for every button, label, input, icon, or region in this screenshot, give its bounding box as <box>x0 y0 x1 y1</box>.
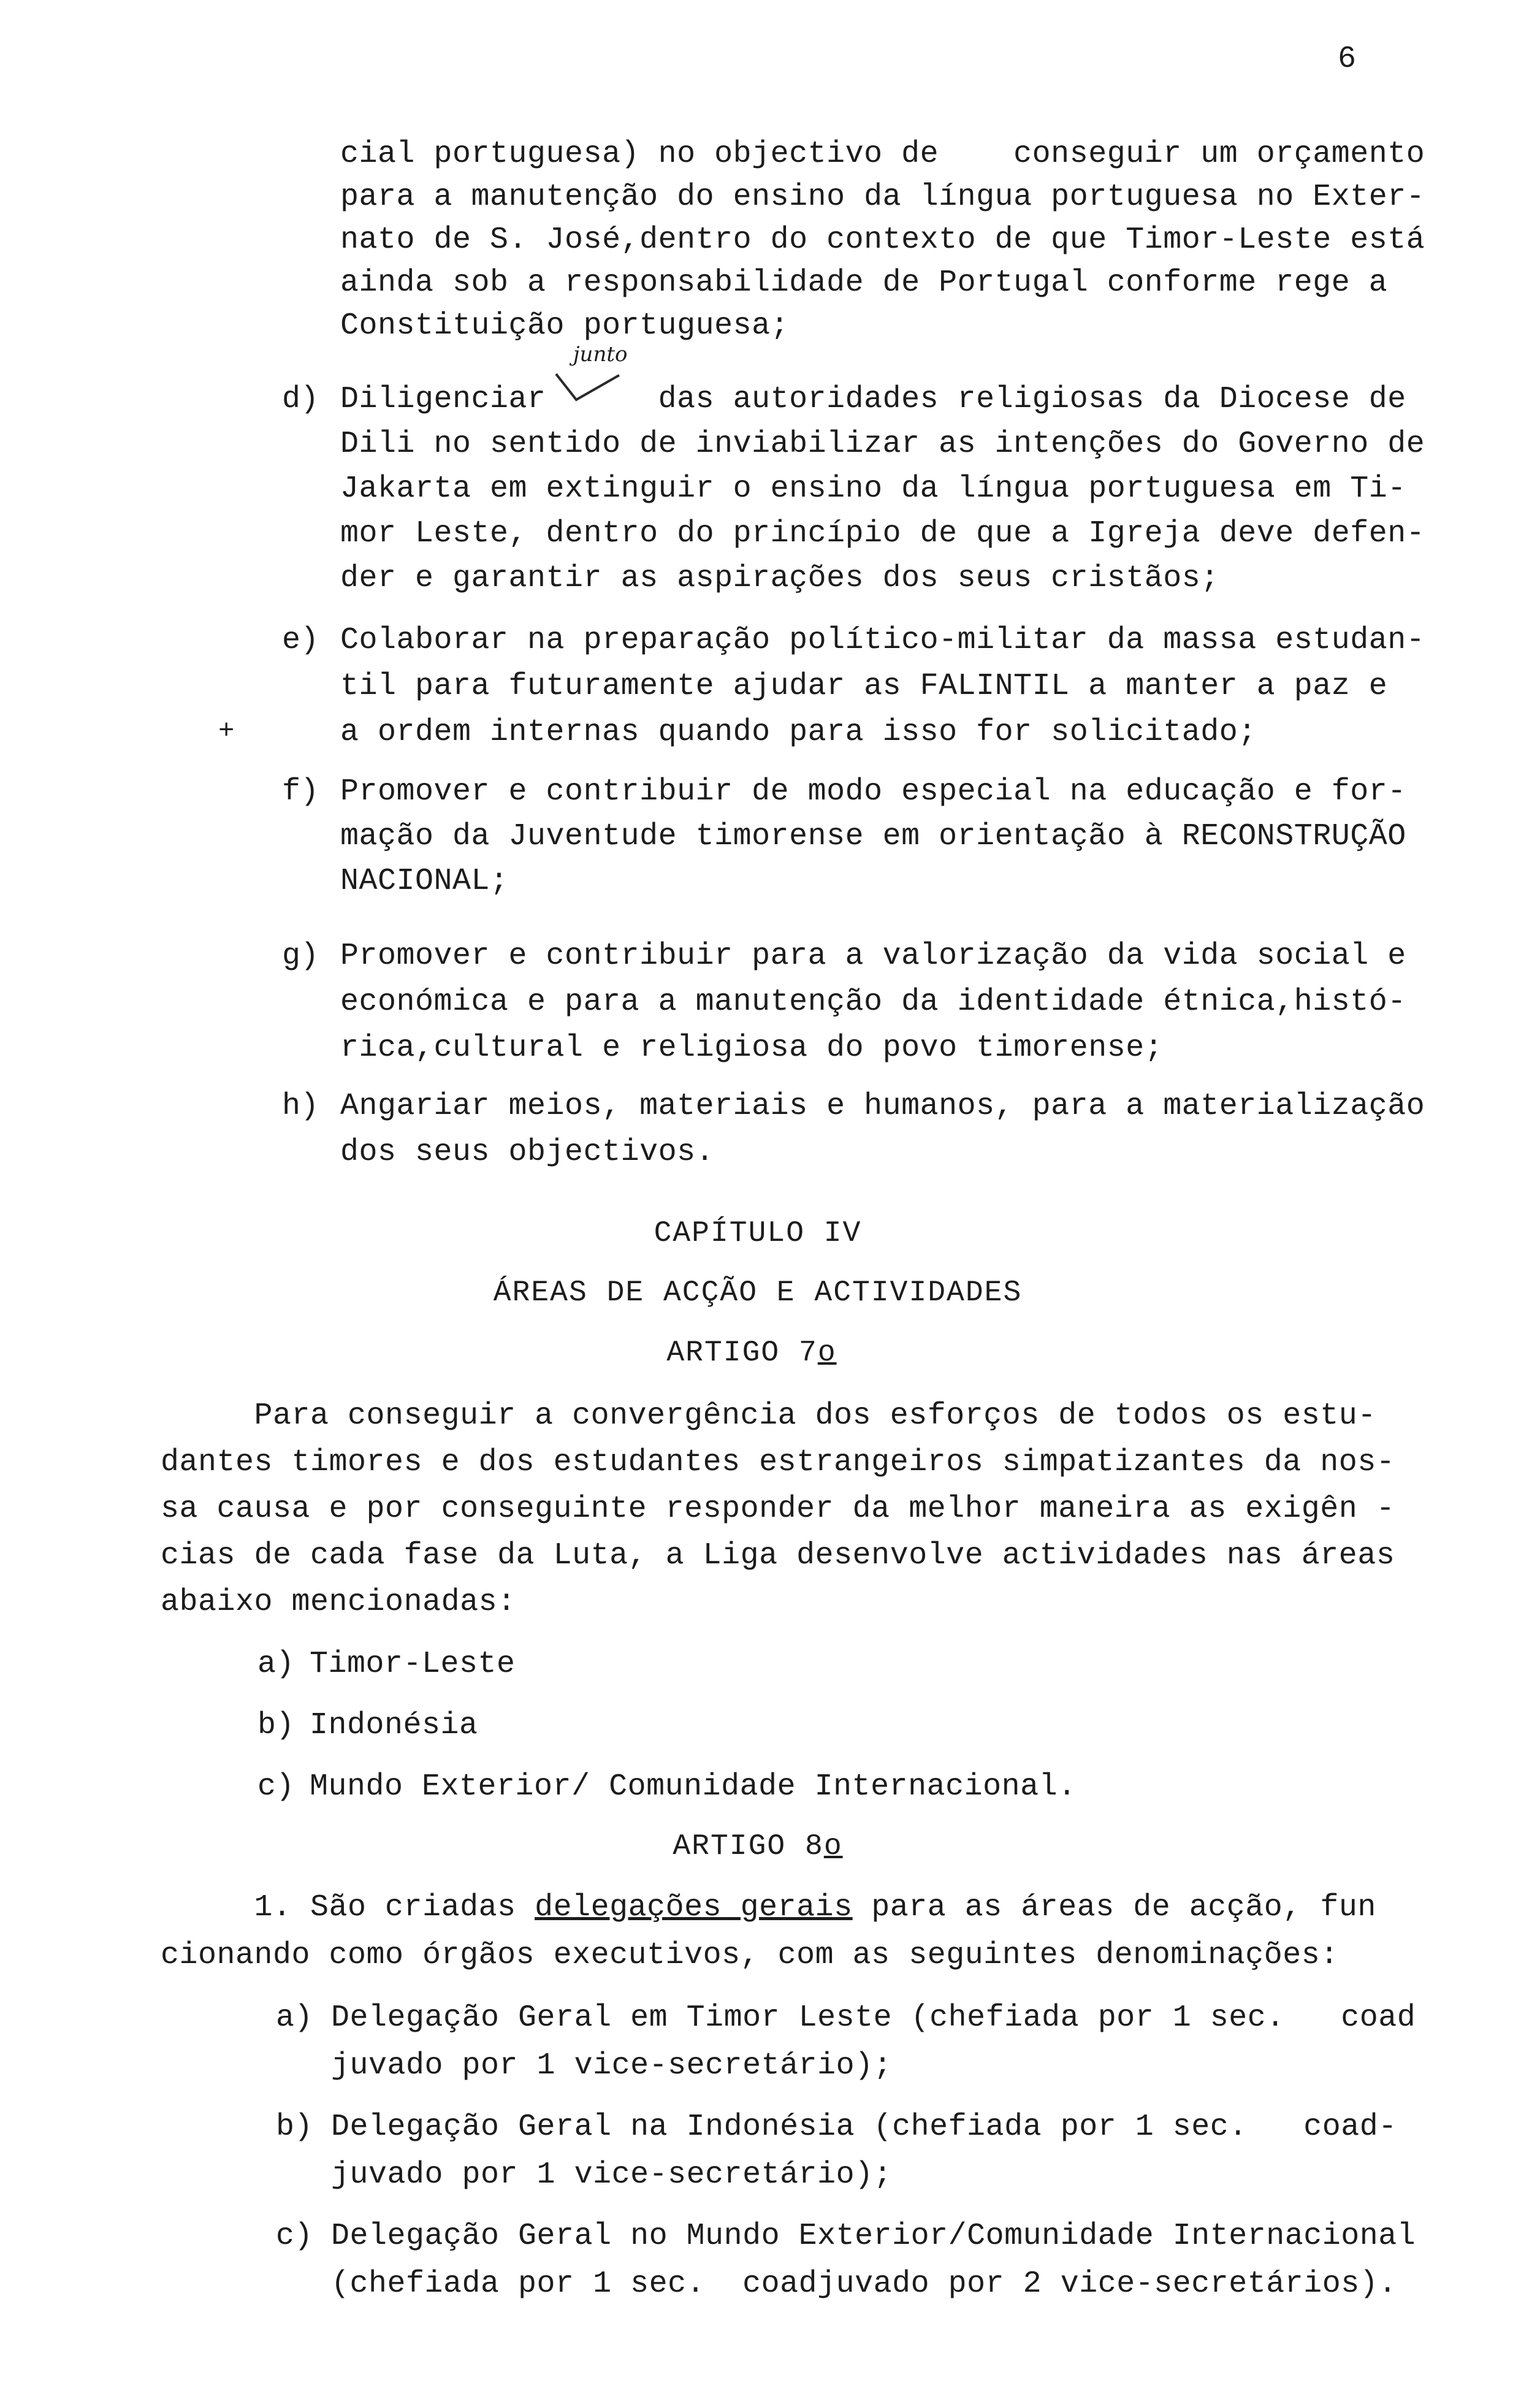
text-line: nato de S. José,dentro do contexto de que Timor-Leste está <box>340 223 1425 257</box>
text-line: cionando como órgãos executivos, com as seguintes denominações: <box>161 1938 1339 1973</box>
text-line: Jakarta em extinguir o ensino da língua portuguesa em Ti- <box>340 471 1406 506</box>
text-line: ainda sob a responsabilidade de Portugal conforme rege a <box>340 265 1388 300</box>
text-line: Constituição portuguesa; <box>340 308 790 343</box>
text-line: Para conseguir a convergência dos esforços de todos os estu- <box>161 1398 1376 1433</box>
text-line: der e garantir as aspirações dos seus cristãos; <box>340 561 1219 596</box>
text-line: económica e para a manutenção da identidade étnica,histó- <box>340 985 1406 1020</box>
text-line: Promover e contribuir para a valorização da vida social e <box>340 939 1406 974</box>
list-item: Mundo Exterior/ Comunidade Internacional. <box>310 1769 1077 1804</box>
item-label: a) <box>257 1647 295 1682</box>
item-label: b) <box>276 2110 313 2145</box>
text-line: mor Leste, dentro do princípio de que a Igreja deve defen- <box>340 516 1425 551</box>
text-line: dantes timores e dos estudantes estrangeiros simpatizantes da nos- <box>161 1445 1395 1480</box>
text-line: Promover e contribuir de modo especial na educação e for- <box>340 774 1406 809</box>
article-7-title <box>0 1337 1522 1370</box>
item-label: c) <box>276 2219 313 2254</box>
item-label: e) <box>282 623 319 658</box>
list-item: Timor-Leste <box>310 1647 516 1682</box>
caret-mark <box>555 368 622 405</box>
text-line: Delegação Geral no Mundo Exterior/Comunidade Internacional <box>331 2219 1416 2254</box>
page-number: 6 <box>1337 42 1356 77</box>
article-title-text: ARTIGO 8 <box>673 1830 824 1863</box>
paragraph-text: 1. São criadas <box>161 1890 535 1925</box>
text-line: juvado por 1 vice-secretário); <box>331 2157 893 2192</box>
text-line: rica,cultural e religiosa do povo timorense; <box>340 1031 1164 1066</box>
text-line: (chefiada por 1 sec. coadjuvado por 2 vice-secretários). <box>331 2267 1397 2301</box>
item-label: d) <box>282 382 319 417</box>
text-line: dos seus objectivos. <box>340 1135 715 1170</box>
item-label: b) <box>257 1708 295 1743</box>
text-line: Delegação Geral na Indonésia (chefiada por 1 sec. coad- <box>331 2110 1397 2145</box>
text-line: Delegação Geral em Timor Leste (chefiada por 1 sec. coad <box>331 2000 1416 2035</box>
item-label: g) <box>282 939 319 974</box>
text-line: mação da Juventude timorense em orientação à RECONSTRUÇÃO <box>340 819 1406 854</box>
item-label: f) <box>282 774 319 809</box>
item-label: a) <box>276 2000 313 2035</box>
text-line: Angariar meios, materiais e humanos, para a materialização <box>340 1089 1425 1124</box>
list-item: Indonésia <box>310 1708 478 1743</box>
text-line: cias de cada fase da Luta, a Liga desenvolve actividades nas áreas <box>161 1538 1395 1573</box>
paragraph-text: para as áreas de acção, fun <box>852 1890 1376 1925</box>
item-label: c) <box>257 1769 295 1804</box>
text-line: juvado por 1 vice-secretário); <box>331 2048 893 2083</box>
text-line: Diligenciar das autoridades religiosas da Diocese de <box>340 382 1406 417</box>
article-title-text: ARTIGO 7 <box>666 1337 818 1370</box>
article-8-title <box>0 1830 1528 1863</box>
text-line: NACIONAL; <box>340 864 509 899</box>
text-line: til para futuramente ajudar as FALINTIL a manter a paz e <box>340 669 1388 704</box>
text-line: sa causa e por conseguinte responder da melhor maneira as exigên - <box>161 1492 1395 1527</box>
item-label: h) <box>282 1089 319 1124</box>
text-line: abaixo mencionadas: <box>161 1585 516 1620</box>
text-line: cial portuguesa) no objectivo de conseguir um orçamento <box>340 137 1425 172</box>
chapter-subtitle: ÁREAS DE ACÇÃO E ACTIVIDADES <box>493 1276 1023 1310</box>
text-line: a ordem internas quando para isso for solicitado; <box>340 715 1257 750</box>
margin-cross-mark: + <box>218 716 235 747</box>
handwritten-insert: junto <box>573 342 628 367</box>
text-line <box>161 1890 1376 1926</box>
chapter-title: CAPÍTULO IV <box>654 1217 862 1250</box>
text-line: para a manutenção do ensino da língua portuguesa no Exter- <box>340 180 1425 215</box>
text-line: Dili no sentido de inviabilizar as intenções do Governo de <box>340 427 1425 462</box>
article-title-number: o <box>823 1830 843 1863</box>
article-title-number: o <box>817 1337 837 1370</box>
underlined-term: delegações gerais <box>535 1890 853 1925</box>
text-line: Colaborar na preparação político-militar da massa estudan- <box>340 623 1425 658</box>
